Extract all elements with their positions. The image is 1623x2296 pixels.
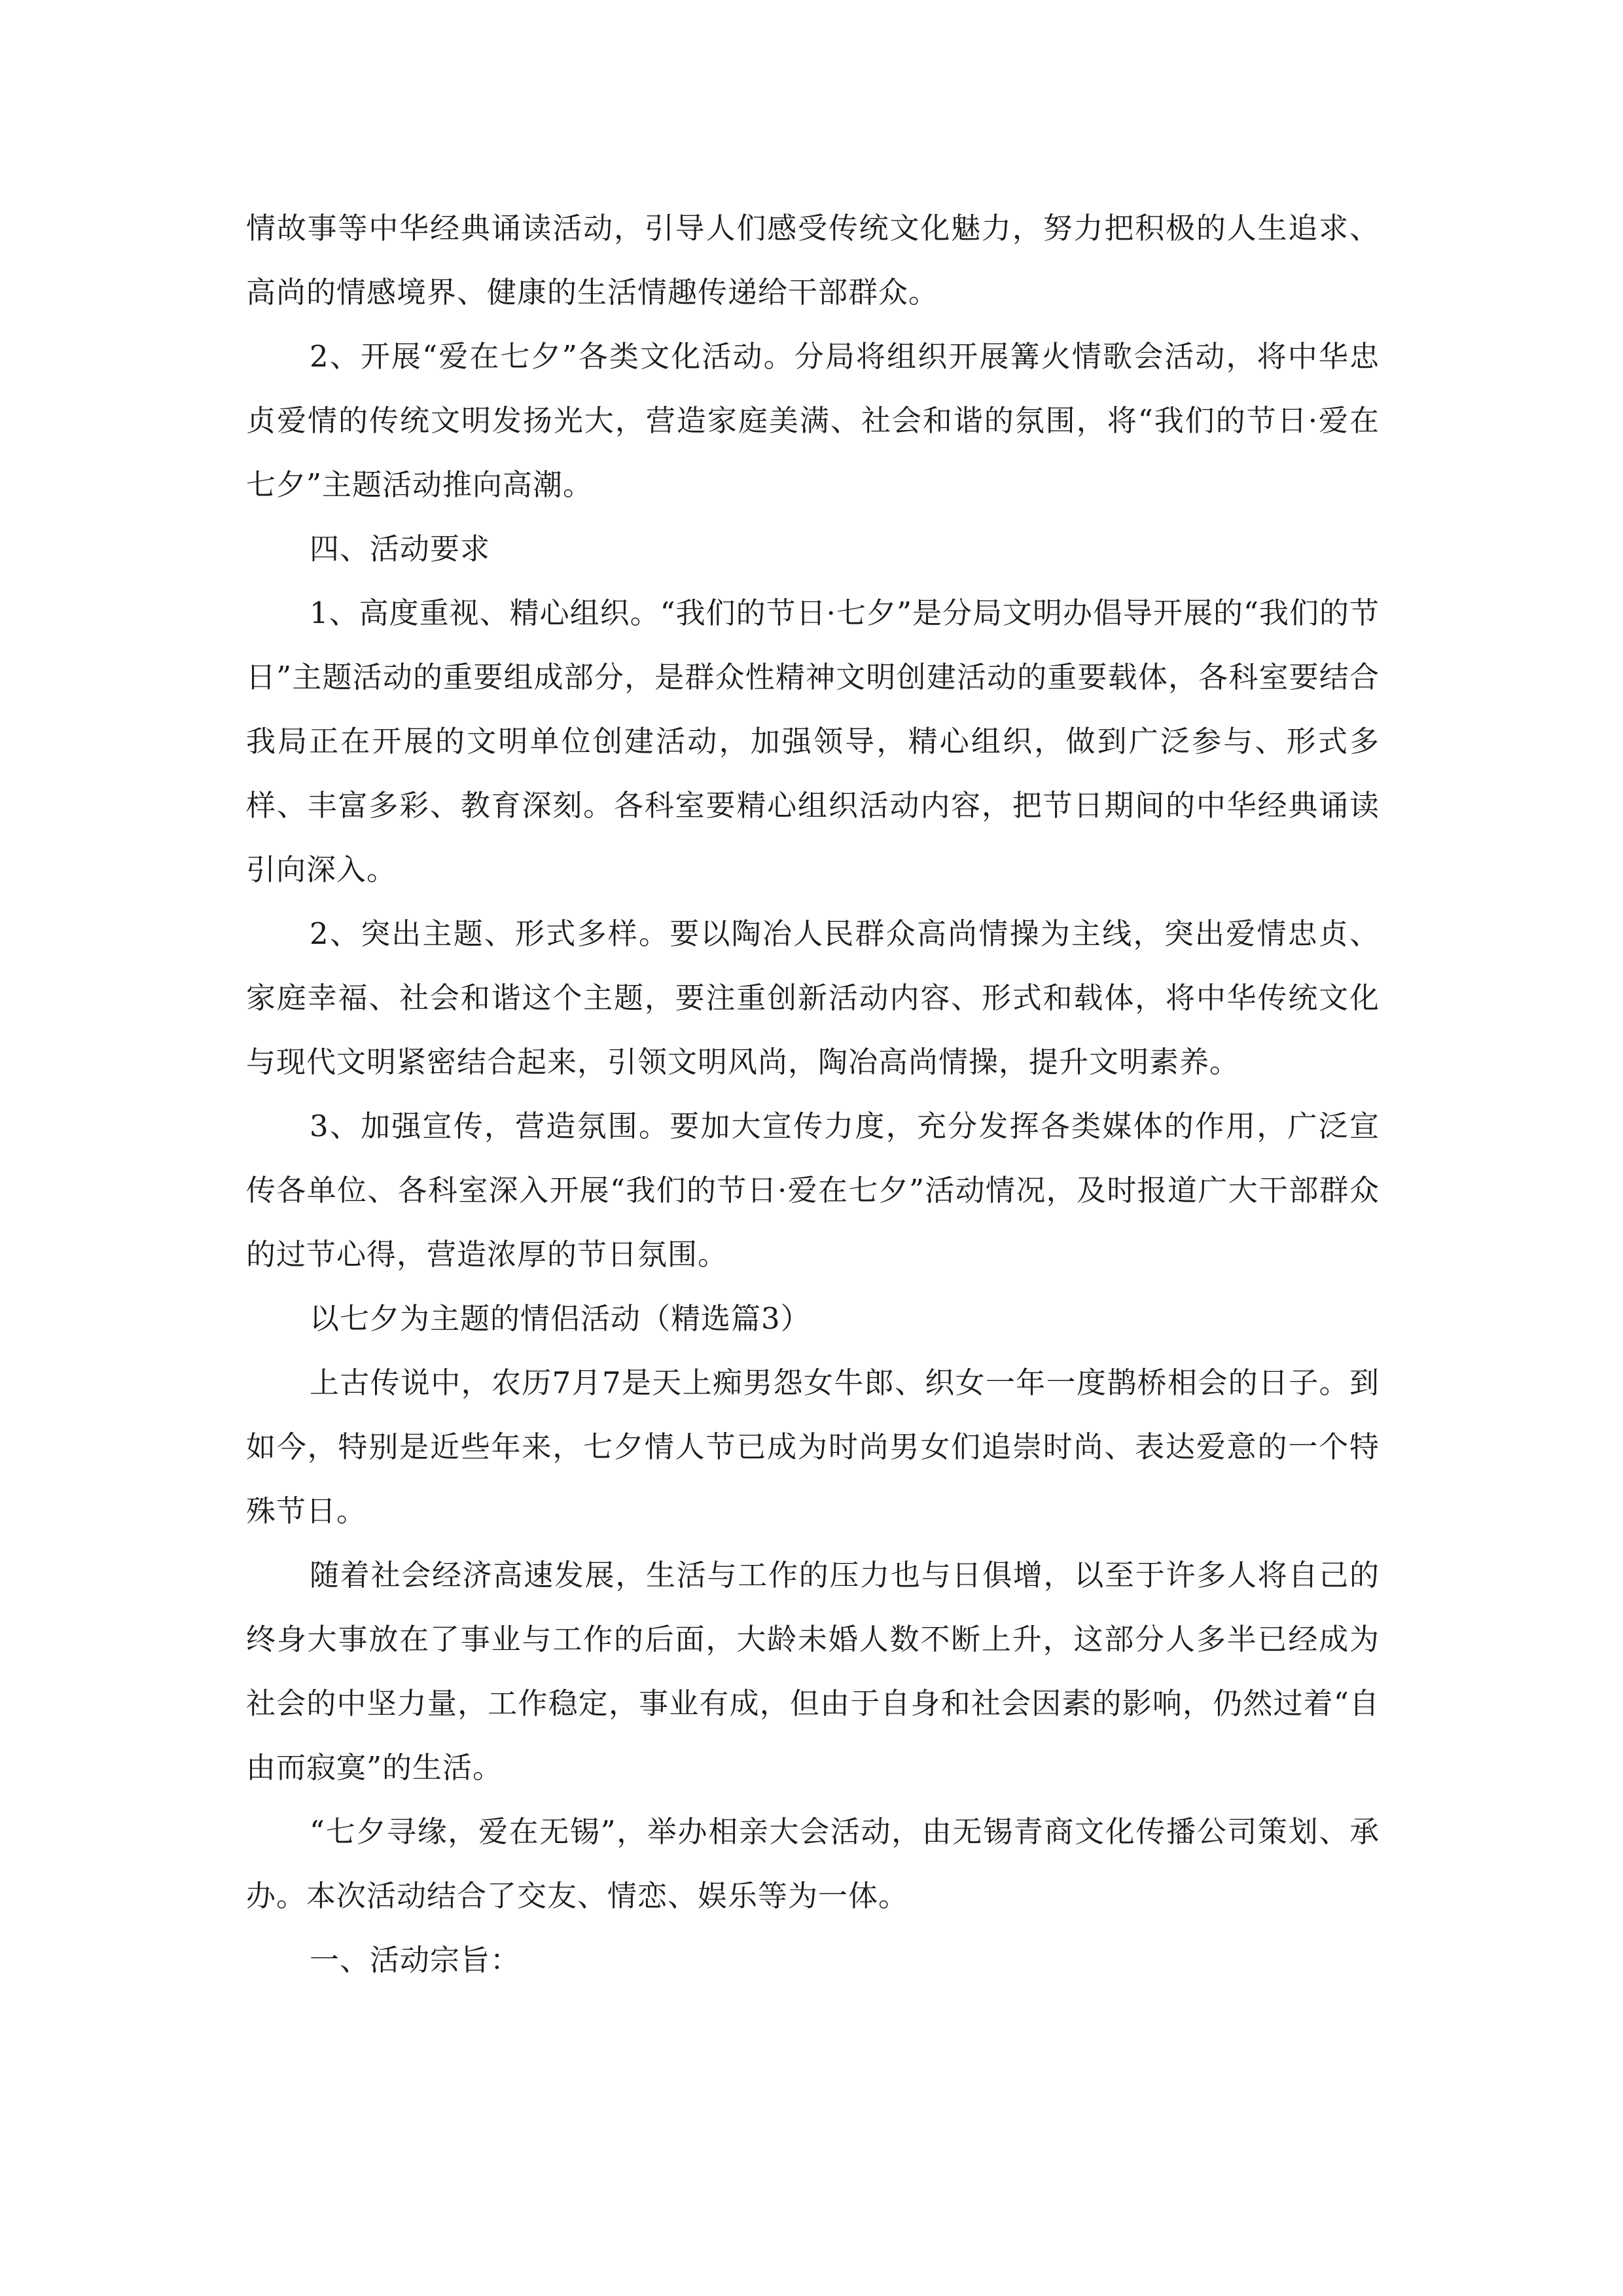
paragraph-society: 随着社会经济高速发展，生活与工作的压力也与日俱增，以至于许多人将自己的终身大事放在了事业与工作的后面，大龄未婚人数不断上升，这部分人多半已经成为社会的中坚力量，工作稳定，事业有成，但由于自身和社会因素的影响，仍然过着“自由而寂寞”的生活。 — [246, 1558, 1380, 1785]
paragraph-requirement-2: 2、突出主题、形式多样。要以陶冶人民群众高尚情操为主线，突出爱情忠贞、家庭幸福、社会和谐这个主题，要注重创新活动内容、形式和载体，将中华传统文化与现代文明紧密结合起来，引领文明风尚，陶冶高尚情操，提升文明素养。 — [246, 916, 1380, 1079]
paragraph-requirement-3: 3、加强宣传，营造氛围。要加大宣传力度，充分发挥各类媒体的作用，广泛宣传各单位、各科室深入开展“我们的节日·爱在七夕”活动情况，及时报道广大干部群众的过节心得，营造浓厚的节日氛围。 — [246, 1109, 1380, 1272]
section-heading-requirements: 四、活动要求 — [310, 531, 491, 566]
document-body — [246, 196, 1380, 1992]
section-heading-purpose: 一、活动宗旨： — [310, 1943, 521, 1977]
paragraph-requirement-1: 1、高度重视、精心组织。“我们的节日·七夕”是分局文明办倡导开展的“我们的节日”主题活动的重要组成部分，是群众性精神文明创建活动的重要载体，各科室要结合我局正在开展的文明单位创建活动，加强领导，精心组织，做到广泛参与、形式多样、丰富多彩、教育深刻。各科室要精心组织活动内容，把节日期间的中华经典诵读引向深入。 — [246, 596, 1380, 887]
article-title: 以七夕为主题的情侣活动（精选篇3） — [310, 1301, 811, 1336]
paragraph-continuation: 情故事等中华经典诵读活动，引导人们感受传统文化魅力，努力把积极的人生追求、高尚的情感境界、健康的生活情趣传递给干部群众。 — [246, 211, 1380, 310]
paragraph-item-2-activities: 2、开展“爱在七夕”各类文化活动。分局将组织开展篝火情歌会活动，将中华忠贞爱情的传统文明发扬光大，营造家庭美满、社会和谐的氛围，将“我们的节日·爱在七夕”主题活动推向高潮。 — [246, 339, 1380, 502]
paragraph-wuxi-event: “七夕寻缘，爱在无锡”，举办相亲大会活动，由无锡青商文化传播公司策划、承办。本次活动结合了交友、情恋、娱乐等为一体。 — [246, 1814, 1380, 1913]
paragraph-legend: 上古传说中，农历7月7是天上痴男怨女牛郎、织女一年一度鹊桥相会的日子。到如今，特别是近些年来，七夕情人节已成为时尚男女们追崇时尚、表达爱意的一个特殊节日。 — [246, 1365, 1380, 1528]
